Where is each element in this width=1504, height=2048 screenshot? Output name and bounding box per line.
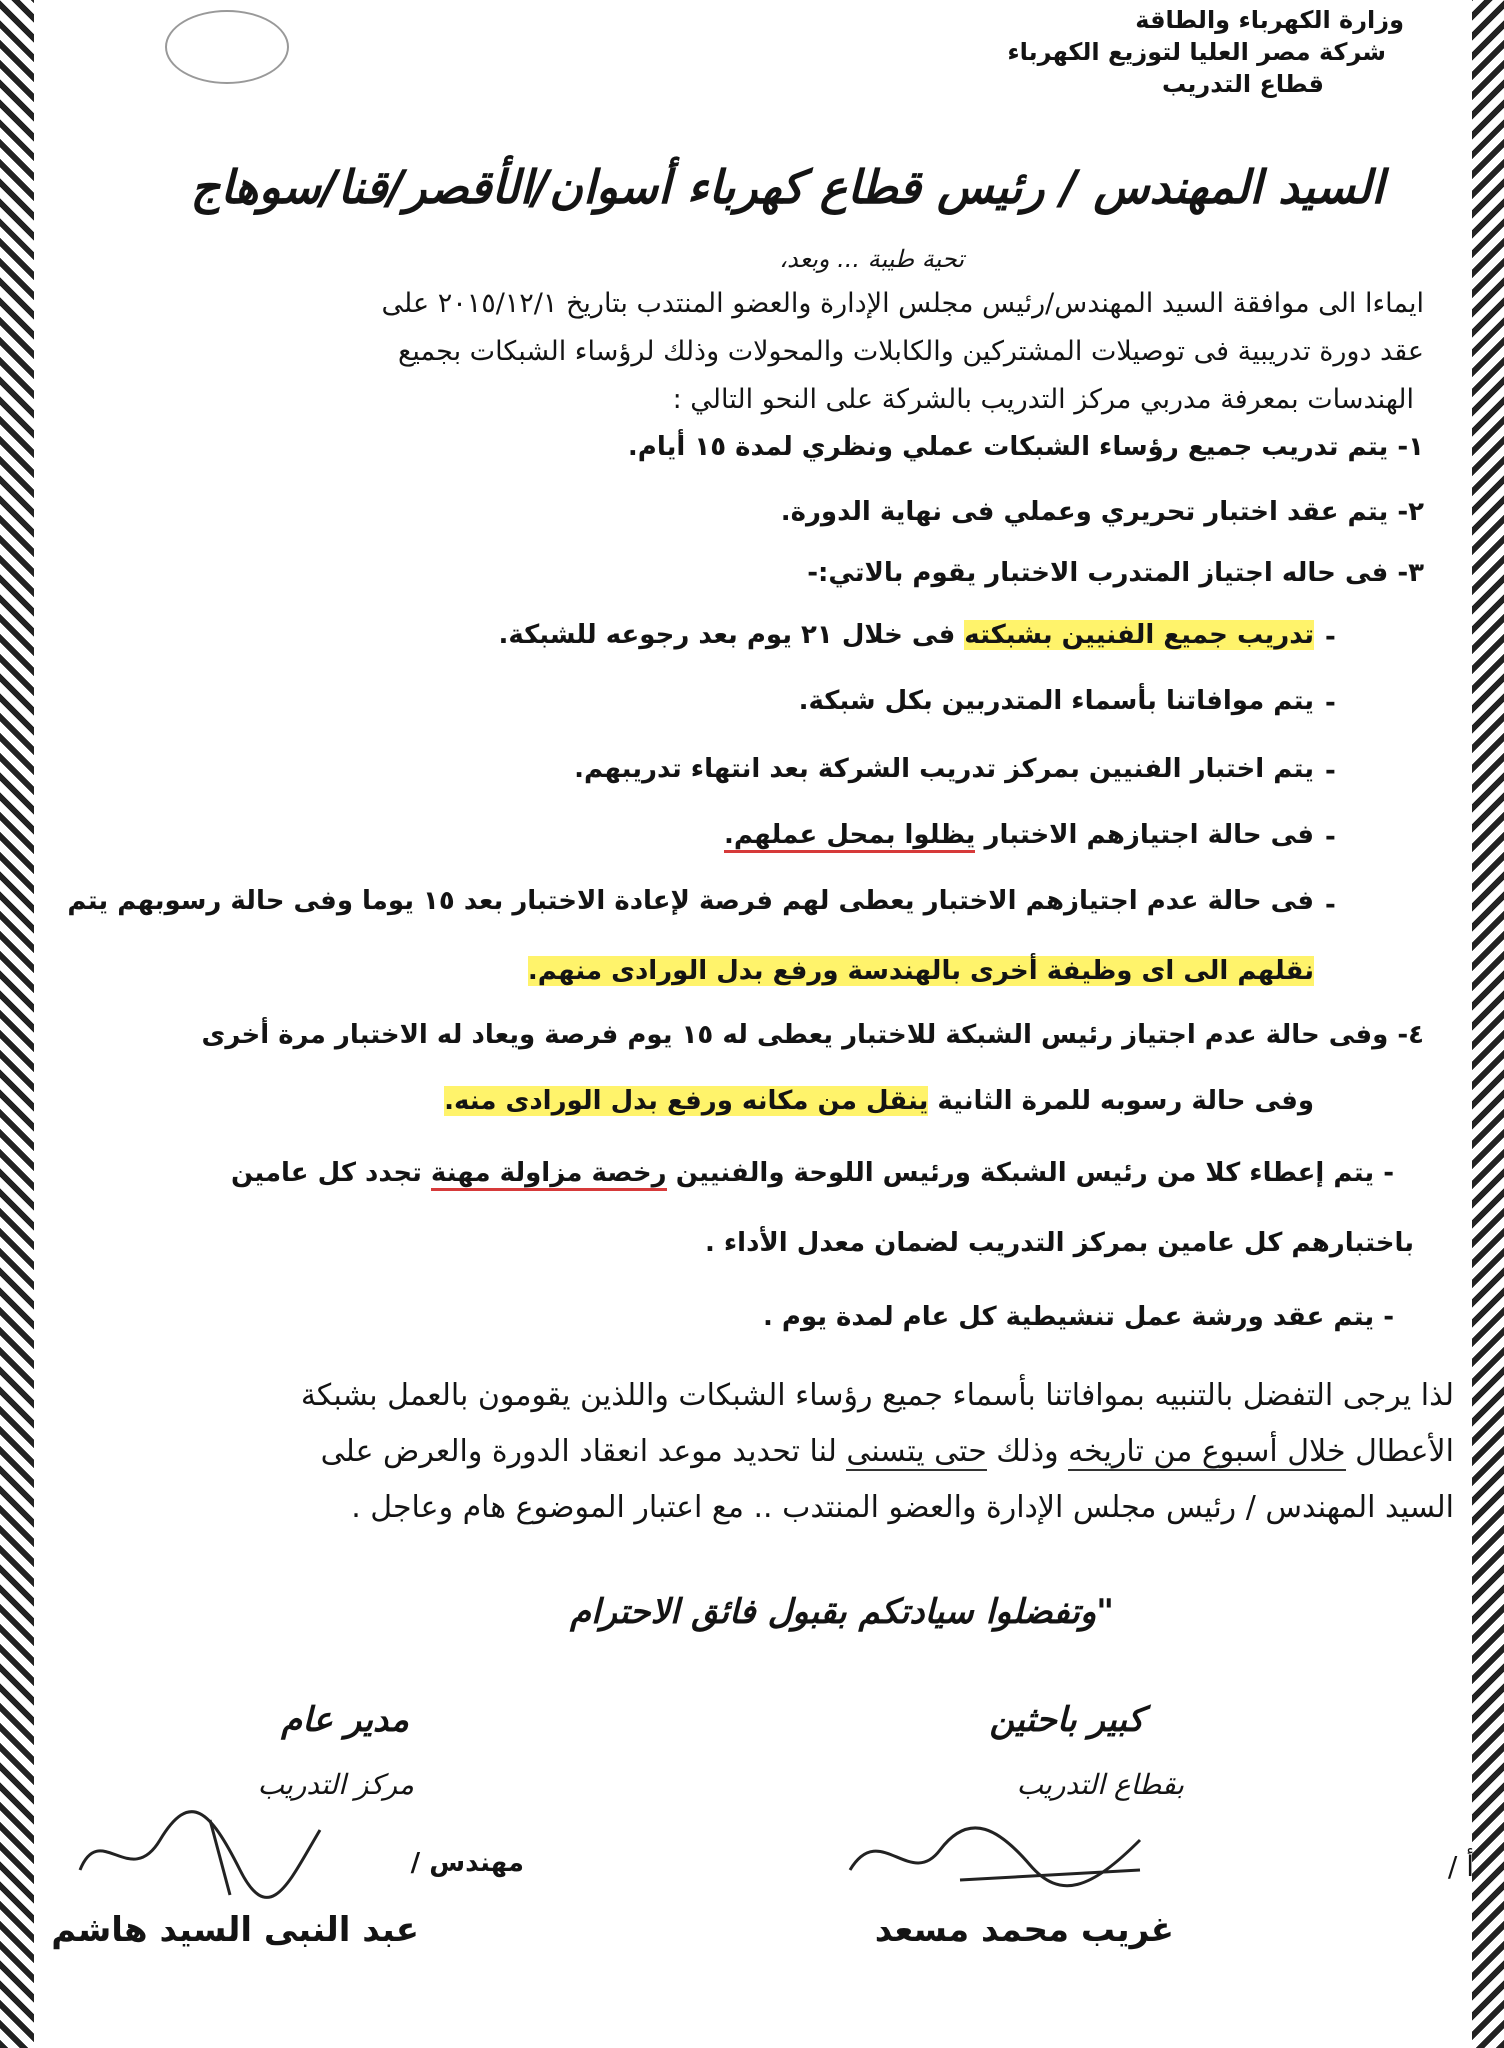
request-underlined-so-that: حتى يتسنى (846, 1434, 987, 1469)
header-company: شركة مصر العليا لتوزيع الكهرباء (1007, 38, 1386, 66)
subitem-5-line-1: فى حالة عدم اجتيازهم الاختبار يعطى لهم فرصة لإعادة الاختبار بعد ١٥ يوما وفى حالة رسوبهم يتم (67, 886, 1314, 916)
intro-line-3: الهندسات بمعرفة مدربي مركز التدريب بالشركة على النحو التالي : (672, 384, 1414, 415)
bullet-dash: - (1325, 822, 1336, 852)
request-underlined-week: خلال أسبوع من تاريخه (1068, 1434, 1346, 1469)
subitem-1 (498, 620, 1314, 650)
signature-right-scribble-icon (840, 1810, 1170, 1900)
item-4-line-1: ٤- وفى حالة عدم اجتياز رئيس الشبكة للاختبار يعطى له ١٥ يوم فرصة ويعاد له الاختبار مرة أخرى (201, 1020, 1424, 1050)
item-2: ٢- يتم عقد اختبار تحريري وعملي فى نهاية الدورة. (780, 497, 1424, 527)
item-5-line-2: باختبارهم كل عامين بمركز التدريب لضمان معدل الأداء . (704, 1228, 1414, 1258)
item-5-start: - يتم إعطاء كلا من رئيس الشبكة ورئيس اللوحة والفنيين (666, 1158, 1394, 1188)
item-5-underlined: رخصة مزاولة مهنة (431, 1158, 667, 1191)
header-ministry: وزارة الكهرباء والطاقة (1135, 6, 1404, 34)
decorative-border-left (0, 0, 34, 2048)
request-line-1: لذا يرجى التفضل بالتنبيه بموافاتنا بأسماء جميع رؤساء الشبكات واللذين يقومون بالعمل بشبكة (300, 1378, 1454, 1413)
request-line-3: السيد المهندس / رئيس مجلس الإدارة والعضو المنتدب .. مع اعتبار الموضوع هام وعاجل . (351, 1490, 1454, 1525)
item-6: - يتم عقد ورشة عمل تنشيطية كل عام لمدة يوم . (762, 1302, 1394, 1332)
bullet-dash: - (1325, 622, 1336, 652)
subitem-5-line-2 (528, 956, 1314, 986)
request-line-2 (321, 1434, 1454, 1469)
request-line-2c: وذلك (986, 1434, 1069, 1469)
bullet-dash: - (1325, 890, 1336, 920)
bullet-dash: - (1325, 688, 1336, 718)
subitem-1-highlight: تدريب جميع الفنيين بشبكته (964, 620, 1314, 650)
item-4-line-2-start: وفى حالة رسوبه للمرة الثانية (928, 1086, 1314, 1116)
signature-right-name: غريب محمد مسعد (874, 1910, 1174, 1950)
item-4-line-2 (444, 1086, 1314, 1116)
intro-line-2: عقد دورة تدريبية فى توصيلات المشتركين والكابلات والمحولات وذلك لرؤساء الشبكات بجميع (398, 336, 1424, 367)
item-4-highlight: ينقل من مكانه ورفع بدل الورادى منه. (444, 1086, 929, 1116)
signature-right-sub: بقطاع التدريب (1016, 1768, 1184, 1801)
subitem-4-start: فى حالة اجتيازهم الاختبار (975, 820, 1314, 850)
subitem-1-rest: فى خلال ٢١ يوم بعد رجوعه للشبكة. (498, 620, 965, 650)
signature-left-scribble-icon (70, 1800, 340, 1900)
request-line-2a: الأعطال (1345, 1434, 1454, 1469)
subitem-5-highlight: نقلهم الى اى وظيفة أخرى بالهندسة ورفع بدل الورادى منهم. (527, 956, 1314, 986)
bullet-dash: - (1325, 756, 1336, 786)
signature-right-title: كبير باحثين (989, 1700, 1144, 1740)
signature-left-name: عبد النبى السيد هاشم (51, 1910, 419, 1950)
addressee-heading: السيد المهندس / رئيس قطاع كهرباء أسوان/الأقصر/قنا/سوهاج (190, 160, 1384, 214)
decorative-border-right (1472, 0, 1504, 2048)
request-line-2e: لنا تحديد موعد انعقاد الدورة والعرض على (320, 1434, 847, 1469)
subitem-4-underlined: يظلوا بمحل عملهم. (724, 820, 975, 853)
signature-left-prefix: مهندس / (410, 1848, 524, 1878)
header-sector: قطاع التدريب (1162, 70, 1324, 98)
item-5-end: تجدد كل عامين (230, 1158, 431, 1188)
greeting: تحية طيبة ... وبعد، (779, 245, 964, 273)
subitem-3: يتم اختبار الفنيين بمركز تدريب الشركة بعد انتهاء تدريبهم. (574, 754, 1314, 784)
subitem-4 (724, 820, 1314, 850)
signature-right-mark: أ / (1447, 1850, 1474, 1883)
signature-left-sub: مركز التدريب (257, 1768, 414, 1801)
item-3: ٣- فى حاله اجتياز المتدرب الاختبار يقوم بالاتي:- (807, 558, 1424, 588)
ministry-emblem-icon (165, 10, 289, 84)
item-5-line-1 (231, 1158, 1394, 1188)
intro-line-1: ايماءا الى موافقة السيد المهندس/رئيس مجلس الإدارة والعضو المنتدب بتاريخ ٢٠١٥/١٢/١ على (381, 288, 1424, 319)
signature-left-title: مدير عام (281, 1700, 409, 1740)
item-1: ١- يتم تدريب جميع رؤساء الشبكات عملي ونظري لمدة ١٥ أيام. (627, 432, 1424, 462)
subitem-2: يتم موافاتنا بأسماء المتدربين بكل شبكة. (798, 686, 1314, 716)
closing-line: "وتفضلوا سيادتكم بقبول فائق الاحترام (570, 1592, 1114, 1632)
